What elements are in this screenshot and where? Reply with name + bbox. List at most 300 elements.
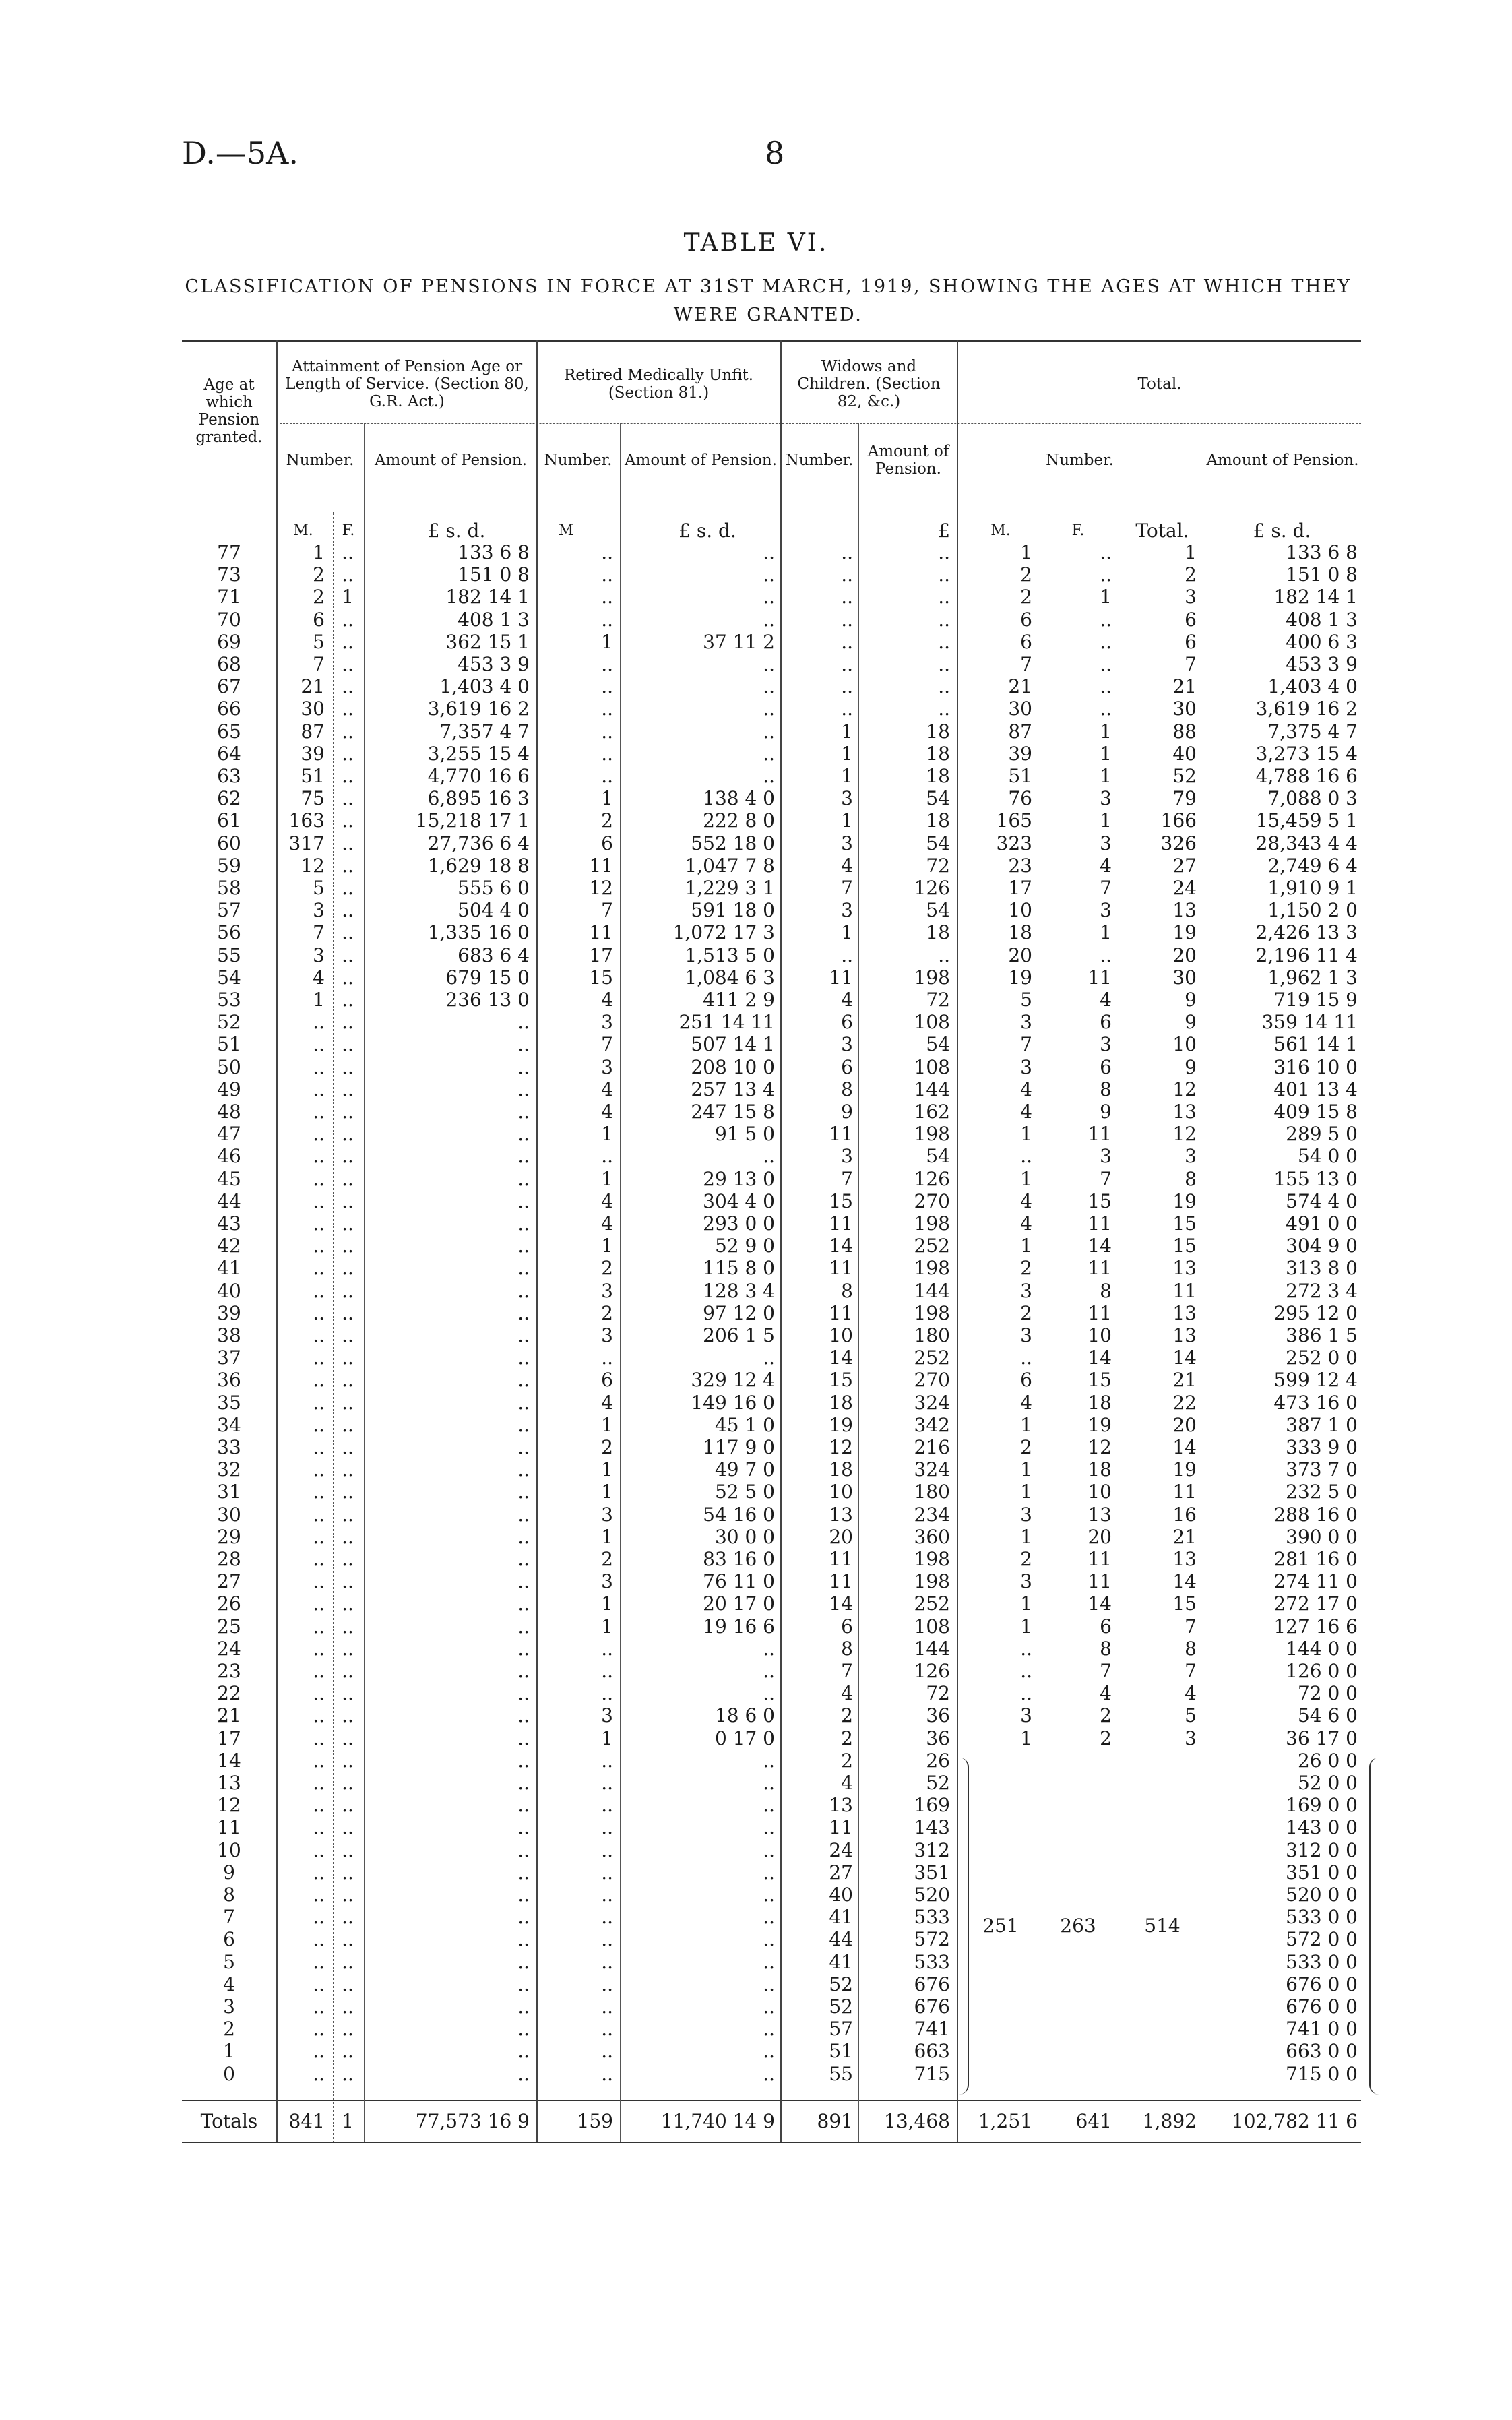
cell-attain-m: 3	[313, 943, 325, 966]
totals-attain-f: 1	[342, 2110, 354, 2132]
cell-attain-m: ..	[313, 1637, 325, 1660]
cell-medical-amount: 293 0 0	[703, 1212, 775, 1235]
cell-widows-amount: 18	[926, 765, 950, 787]
cell-total-f: ..	[1100, 608, 1112, 631]
cell-age: 28	[217, 1548, 241, 1570]
rule-col-attain	[536, 340, 538, 2142]
cell-total-f: 14	[1088, 1346, 1112, 1369]
cell-attain-amount: ..	[517, 1391, 530, 1414]
unit-total-total: Total.	[1135, 520, 1189, 542]
cell-attain-f: ..	[342, 1525, 354, 1548]
cell-total-f: 3	[1100, 1145, 1112, 1168]
cell-attain-amount: ..	[517, 1324, 530, 1346]
cell-total-f: 11	[1088, 1570, 1112, 1593]
cell-widows-number: 7	[841, 877, 853, 899]
cell-attain-f: ..	[342, 1212, 354, 1235]
cell-age: 37	[217, 1346, 241, 1369]
cell-medical-amount: 1,084 6 3	[685, 966, 775, 989]
cell-total-f: 8	[1100, 1279, 1112, 1302]
cell-attain-f: ..	[342, 966, 354, 989]
cell-age: 10	[217, 1838, 241, 1861]
cell-medical-number: ..	[601, 697, 613, 720]
cell-attain-f: ..	[342, 1548, 354, 1570]
cell-total-total	[1121, 1838, 1197, 1863]
cell-total-m: 4	[1020, 1212, 1032, 1235]
cell-medical-number: 3	[601, 1503, 613, 1526]
cell-attain-m: ..	[313, 1906, 325, 1929]
cell-medical-number: ..	[601, 2062, 613, 2085]
cell-widows-number: 27	[829, 1861, 853, 1884]
cell-widows-number: 4	[841, 1682, 853, 1705]
cell-widows-amount: 360	[914, 1525, 950, 1548]
cell-medical-number: ..	[601, 765, 613, 787]
cell-total-total: 21	[1172, 1525, 1197, 1548]
cell-attain-f: ..	[342, 1369, 354, 1392]
cell-total-amount: 288 16 0	[1273, 1503, 1358, 1526]
cell-total-total: 9	[1185, 989, 1197, 1011]
cell-total-amount: 274 11 0	[1273, 1570, 1358, 1593]
cell-medical-number: 1	[601, 1525, 613, 1548]
cell-attain-f: ..	[342, 1660, 354, 1682]
cell-widows-amount: 108	[914, 1615, 950, 1638]
cell-attain-amount: ..	[517, 1033, 530, 1056]
cell-attain-amount: ..	[517, 1189, 530, 1212]
cell-widows-amount: 324	[914, 1391, 950, 1414]
cell-age: 22	[217, 1682, 241, 1705]
cell-age: 13	[217, 1772, 241, 1794]
cell-medical-number: 4	[601, 1189, 613, 1212]
rule-attain-num	[364, 423, 365, 2142]
cell-total-total: 13	[1172, 899, 1197, 922]
cell-attain-f: ..	[342, 2062, 354, 2085]
cell-total-m: ..	[1020, 1637, 1032, 1660]
cell-widows-number: 11	[829, 1123, 853, 1146]
cell-widows-number: 1	[841, 765, 853, 787]
cell-attain-f: ..	[342, 1458, 354, 1481]
cell-widows-amount: ..	[938, 697, 950, 720]
cell-attain-f: ..	[342, 1033, 354, 1056]
cell-total-amount: 390 0 0	[1286, 1525, 1358, 1548]
cell-total-amount: 126 0 0	[1286, 1660, 1358, 1682]
cell-widows-number: 10	[829, 1481, 853, 1503]
cell-medical-number: ..	[601, 563, 613, 586]
cell-attain-m: ..	[313, 1592, 325, 1615]
cell-widows-number: 1	[841, 809, 853, 832]
cell-attain-m: ..	[313, 1436, 325, 1458]
cell-total-m: 3	[1020, 1503, 1032, 1526]
cell-total-amount: 182 14 1	[1273, 586, 1358, 609]
cell-total-amount: 401 13 4	[1273, 1078, 1358, 1100]
unit-total-f: F.	[1071, 522, 1085, 539]
cell-medical-number: ..	[601, 1861, 613, 1884]
header-total: Total.	[1137, 375, 1182, 393]
cell-attain-f: ..	[342, 1301, 354, 1324]
cell-total-amount: 4,788 16 6	[1255, 765, 1358, 787]
cell-widows-number: 3	[841, 1033, 853, 1056]
cell-medical-number: ..	[601, 1794, 613, 1817]
cell-total-total: 7	[1185, 653, 1197, 675]
cell-medical-amount: 411 2 9	[703, 989, 775, 1011]
cell-attain-f: ..	[342, 2018, 354, 2041]
rule-top	[182, 340, 1361, 342]
cell-attain-m: 39	[301, 742, 325, 765]
cell-total-amount: 7,375 4 7	[1267, 720, 1358, 743]
subheader-widows-amount: Amount of Pension.	[867, 442, 949, 478]
cell-attain-m: ..	[313, 1458, 325, 1481]
cell-total-total: 13	[1172, 1100, 1197, 1123]
cell-widows-amount: 108	[914, 1055, 950, 1078]
cell-medical-number: 3	[601, 1324, 613, 1346]
cell-medical-number: 6	[601, 1369, 613, 1392]
cell-medical-number: 2	[601, 1301, 613, 1324]
cell-attain-amount: ..	[517, 1861, 530, 1884]
cell-total-amount: 26 0 0	[1297, 1749, 1358, 1772]
cell-total-f: 14	[1088, 1235, 1112, 1258]
cell-attain-f: ..	[342, 765, 354, 787]
cell-total-f: 1	[1100, 765, 1112, 787]
cell-total-f: ..	[1100, 653, 1112, 675]
cell-widows-number: 52	[829, 1995, 853, 2018]
cell-medical-amount: 329 12 4	[691, 1369, 775, 1392]
cell-attain-f: ..	[342, 1391, 354, 1414]
cell-widows-amount: 252	[914, 1592, 950, 1615]
cell-widows-amount: 324	[914, 1458, 950, 1481]
cell-attain-amount: ..	[517, 1906, 530, 1929]
cell-attain-m: 5	[313, 877, 325, 899]
cell-total-f	[1040, 1883, 1112, 1907]
cell-attain-amount: ..	[517, 1055, 530, 1078]
cell-attain-f: ..	[342, 854, 354, 877]
cell-age: 62	[217, 787, 241, 810]
table-subtitle: CLASSIFICATION OF PENSIONS IN FORCE AT 31ST MARCH, 1919, SHOWING THE AGES AT WHICH THEY WERE GRANTED.	[185, 276, 1352, 325]
cell-attain-f: ..	[342, 541, 354, 563]
cell-medical-number: 17	[589, 943, 613, 966]
cell-medical-number: 3	[601, 1570, 613, 1593]
cell-attain-f: ..	[342, 1011, 354, 1034]
cell-total-amount: 387 1 0	[1286, 1413, 1358, 1436]
cell-medical-number: ..	[601, 2018, 613, 2041]
cell-attain-amount: 1,403 4 0	[439, 675, 530, 698]
totals-attain-amount: 77,573 16 9	[415, 2110, 530, 2132]
cell-total-f	[1040, 1749, 1112, 1773]
cell-age: 57	[217, 899, 241, 922]
cell-medical-amount: ..	[763, 586, 775, 609]
cell-age: 17	[217, 1727, 241, 1749]
subheader-medical-number: Number.	[544, 451, 612, 469]
cell-total-total	[1121, 1793, 1197, 1818]
cell-total-amount: 408 1 3	[1286, 608, 1358, 631]
cell-attain-amount: ..	[517, 1279, 530, 1302]
cell-total-total: 30	[1172, 966, 1197, 989]
cell-age: 6	[223, 1928, 235, 1951]
cell-total-m: 5	[1020, 989, 1032, 1011]
cell-widows-amount: 198	[914, 1570, 950, 1593]
cell-total-amount: 252 0 0	[1286, 1346, 1358, 1369]
cell-total-m: 1	[1020, 1235, 1032, 1258]
cell-widows-amount: 198	[914, 1257, 950, 1280]
cell-widows-amount: 18	[926, 720, 950, 743]
cell-attain-f: ..	[342, 1413, 354, 1436]
cell-total-m	[959, 1838, 1032, 1863]
cell-total-amount: 409 15 8	[1273, 1100, 1358, 1123]
cell-medical-number: 11	[589, 854, 613, 877]
cell-total-total: 52	[1172, 765, 1197, 787]
cell-age: 11	[217, 1816, 241, 1839]
subheader-total-amount: Amount of Pension.	[1206, 451, 1359, 469]
cell-total-f: 8	[1100, 1637, 1112, 1660]
cell-age: 70	[217, 608, 241, 631]
cell-total-amount: 719 15 9	[1273, 989, 1358, 1011]
cell-total-total: 6	[1185, 630, 1197, 653]
cell-attain-m: ..	[313, 1548, 325, 1570]
cell-total-amount: 28,343 4 4	[1255, 832, 1358, 855]
unit-attain-f: F.	[342, 522, 355, 539]
cell-attain-f: ..	[342, 989, 354, 1011]
cell-total-f: 11	[1088, 1123, 1112, 1146]
cell-medical-number: 1	[601, 1167, 613, 1190]
cell-total-f: ..	[1100, 630, 1112, 653]
cell-medical-amount: 208 10 0	[691, 1055, 775, 1078]
cell-total-m: 19	[1008, 966, 1032, 989]
cell-attain-m: ..	[313, 1772, 325, 1794]
cell-total-amount: 1,962 1 3	[1267, 966, 1358, 989]
cell-widows-amount: 18	[926, 809, 950, 832]
cell-medical-amount: ..	[763, 697, 775, 720]
cell-widows-number: 11	[829, 1301, 853, 1324]
cell-widows-number: 18	[829, 1391, 853, 1414]
cell-total-f: 1	[1100, 720, 1112, 743]
unit-attain-lsd: £ s. d.	[427, 520, 486, 542]
cell-medical-amount: ..	[763, 2018, 775, 2041]
cell-attain-amount: ..	[517, 1794, 530, 1817]
cell-widows-number: ..	[841, 653, 853, 675]
cell-medical-number: ..	[601, 541, 613, 563]
cell-total-f: 1	[1100, 921, 1112, 944]
unit-total-lsd: £ s. d.	[1253, 520, 1311, 542]
cell-widows-amount: 198	[914, 1548, 950, 1570]
cell-attain-amount: ..	[517, 1481, 530, 1503]
cell-widows-number: 14	[829, 1346, 853, 1369]
cell-attain-amount: ..	[517, 1346, 530, 1369]
cell-total-m: 1	[1020, 1592, 1032, 1615]
cell-total-f: 11	[1088, 1212, 1112, 1235]
cell-total-f: ..	[1100, 541, 1112, 563]
cell-total-f	[1040, 1995, 1112, 2019]
cell-total-m: 39	[1008, 742, 1032, 765]
cell-widows-amount: ..	[938, 675, 950, 698]
cell-attain-f: ..	[342, 1570, 354, 1593]
cell-age: 27	[217, 1570, 241, 1593]
cell-attain-amount: ..	[517, 1301, 530, 1324]
cell-attain-m: ..	[313, 1235, 325, 1258]
cell-widows-amount: 26	[926, 1749, 950, 1772]
cell-medical-amount: ..	[763, 1995, 775, 2018]
cell-total-total: 88	[1172, 720, 1197, 743]
cell-age: 49	[217, 1078, 241, 1100]
cell-medical-amount: 0 17 0	[714, 1727, 775, 1749]
cell-widows-amount: 198	[914, 966, 950, 989]
cell-attain-amount: 182 14 1	[445, 586, 530, 609]
cell-medical-number: ..	[601, 742, 613, 765]
cell-total-f	[1040, 2062, 1112, 2086]
cell-widows-amount: 351	[914, 1861, 950, 1884]
cell-age: 46	[217, 1145, 241, 1168]
header-age: Age at which Pension granted.	[195, 376, 263, 446]
cell-medical-number: ..	[601, 720, 613, 743]
cell-total-total: 9	[1185, 1011, 1197, 1034]
cell-total-m	[959, 2062, 1032, 2086]
cell-total-f: 7	[1100, 1660, 1112, 1682]
cell-total-m: 1	[1020, 1123, 1032, 1146]
cell-attain-amount: 27,736 6 4	[427, 832, 530, 855]
cell-attain-m: 6	[313, 608, 325, 631]
cell-medical-amount: 304 4 0	[703, 1189, 775, 1212]
cell-total-m: 1	[1020, 1525, 1032, 1548]
totals-widows-amount: 13,468	[884, 2110, 950, 2132]
cell-age: 38	[217, 1324, 241, 1346]
cell-widows-amount: 180	[914, 1324, 950, 1346]
cell-attain-m: ..	[313, 1391, 325, 1414]
cell-total-total: 1	[1185, 541, 1197, 563]
cell-widows-amount: ..	[938, 943, 950, 966]
cell-attain-amount: 362 15 1	[445, 630, 530, 653]
cell-widows-amount: 126	[914, 1167, 950, 1190]
cell-attain-amount: ..	[517, 1727, 530, 1749]
cell-widows-number: 40	[829, 1884, 853, 1906]
cell-attain-amount: ..	[517, 1816, 530, 1839]
cell-attain-f: ..	[342, 1346, 354, 1369]
cell-medical-number: 1	[601, 630, 613, 653]
rule-attain-mf	[333, 512, 334, 2142]
cell-widows-amount: 342	[914, 1413, 950, 1436]
cell-attain-amount: ..	[517, 1682, 530, 1705]
cell-attain-m: ..	[313, 1682, 325, 1705]
cell-total-m: 4	[1020, 1100, 1032, 1123]
cell-attain-m: ..	[313, 1011, 325, 1034]
cell-total-total: 4	[1185, 1682, 1197, 1705]
cell-medical-amount: 91 5 0	[714, 1123, 775, 1146]
cell-widows-number: 12	[829, 1436, 853, 1458]
cell-medical-amount: 251 14 11	[679, 1011, 775, 1034]
cell-widows-number: ..	[841, 563, 853, 586]
cell-widows-amount: 144	[914, 1078, 950, 1100]
cell-total-f	[1040, 2039, 1112, 2064]
cell-age: 63	[217, 765, 241, 787]
cell-attain-f: ..	[342, 742, 354, 765]
cell-widows-number: 2	[841, 1749, 853, 1772]
cell-widows-amount: 18	[926, 742, 950, 765]
cell-attain-amount: 679 15 0	[445, 966, 530, 989]
cell-medical-number: 1	[601, 1481, 613, 1503]
cell-age: 8	[223, 1884, 235, 1906]
cell-medical-amount: 138 4 0	[703, 787, 775, 810]
cell-total-m: 1	[1020, 1167, 1032, 1190]
cell-attain-amount: ..	[517, 1749, 530, 1772]
cell-attain-m: ..	[313, 1704, 325, 1727]
cell-medical-number: ..	[601, 675, 613, 698]
cell-medical-number: 2	[601, 809, 613, 832]
cell-age: 50	[217, 1055, 241, 1078]
cell-total-amount: 676 0 0	[1286, 1973, 1358, 1995]
cell-widows-number: 18	[829, 1458, 853, 1481]
cell-age: 48	[217, 1100, 241, 1123]
cell-total-total: 21	[1172, 675, 1197, 698]
cell-medical-number: ..	[601, 1950, 613, 1973]
cell-total-f: 10	[1088, 1481, 1112, 1503]
cell-total-amount: 169 0 0	[1286, 1794, 1358, 1817]
cell-widows-number: 6	[841, 1615, 853, 1638]
cell-total-amount: 386 1 5	[1286, 1324, 1358, 1346]
cell-medical-number: 3	[601, 1055, 613, 1078]
cell-age: 54	[217, 966, 241, 989]
cell-attain-m: 163	[288, 809, 325, 832]
cell-total-total: 12	[1172, 1123, 1197, 1146]
cell-attain-m: ..	[313, 2040, 325, 2063]
cell-total-amount: 491 0 0	[1286, 1212, 1358, 1235]
cell-attain-m: 7	[313, 921, 325, 944]
cell-attain-m: ..	[313, 1525, 325, 1548]
cell-attain-m: ..	[313, 1189, 325, 1212]
cell-total-m: ..	[1020, 1682, 1032, 1705]
cell-total-total: 19	[1172, 921, 1197, 944]
cell-medical-number: 2	[601, 1436, 613, 1458]
cell-medical-number: ..	[601, 1838, 613, 1861]
cell-age: 43	[217, 1212, 241, 1235]
cell-medical-amount: ..	[763, 2040, 775, 2063]
cell-total-total	[1121, 1973, 1197, 1997]
cell-medical-amount: 507 14 1	[691, 1033, 775, 1056]
cell-medical-number: 3	[601, 1704, 613, 1727]
cell-medical-number: 11	[589, 921, 613, 944]
cell-medical-number: ..	[601, 1928, 613, 1951]
cell-medical-number: ..	[601, 2040, 613, 2063]
cell-attain-amount: 3,619 16 2	[427, 697, 530, 720]
cell-total-total: 13	[1172, 1257, 1197, 1280]
cell-widows-amount: ..	[938, 586, 950, 609]
cell-total-total	[1121, 1995, 1197, 2019]
cell-total-total: 3	[1185, 1727, 1197, 1749]
cell-total-total: 7	[1185, 1660, 1197, 1682]
cell-total-total: 40	[1172, 742, 1197, 765]
cell-widows-amount: 72	[926, 1682, 950, 1705]
cell-medical-number: 1	[601, 1727, 613, 1749]
cell-total-total: 24	[1172, 877, 1197, 899]
cell-total-amount: 304 9 0	[1286, 1235, 1358, 1258]
cell-attain-f: ..	[342, 899, 354, 922]
cell-total-total: 2	[1185, 563, 1197, 586]
cell-total-m	[959, 1927, 1032, 1952]
cell-attain-f: ..	[342, 1884, 354, 1906]
cell-total-amount: 2,749 6 4	[1267, 854, 1358, 877]
cell-medical-number: 4	[601, 1100, 613, 1123]
page-number: 8	[765, 135, 785, 171]
bracket-total-total: 514	[1144, 1915, 1180, 1937]
cell-total-f: 3	[1100, 787, 1112, 810]
cell-age: 5	[223, 1950, 235, 1973]
cell-attain-m: 87	[301, 720, 325, 743]
cell-total-total: 15	[1172, 1235, 1197, 1258]
cell-attain-amount: 555 6 0	[458, 877, 530, 899]
cell-widows-number: 6	[841, 1011, 853, 1034]
cell-medical-number: ..	[601, 608, 613, 631]
cell-widows-number: 3	[841, 787, 853, 810]
cell-attain-amount: ..	[517, 1548, 530, 1570]
cell-widows-amount: 72	[926, 989, 950, 1011]
cell-attain-f: ..	[342, 675, 354, 698]
subheader-attain-amount: Amount of Pension.	[374, 451, 528, 469]
cell-total-f: 11	[1088, 1257, 1112, 1280]
cell-attain-amount: ..	[517, 1570, 530, 1593]
